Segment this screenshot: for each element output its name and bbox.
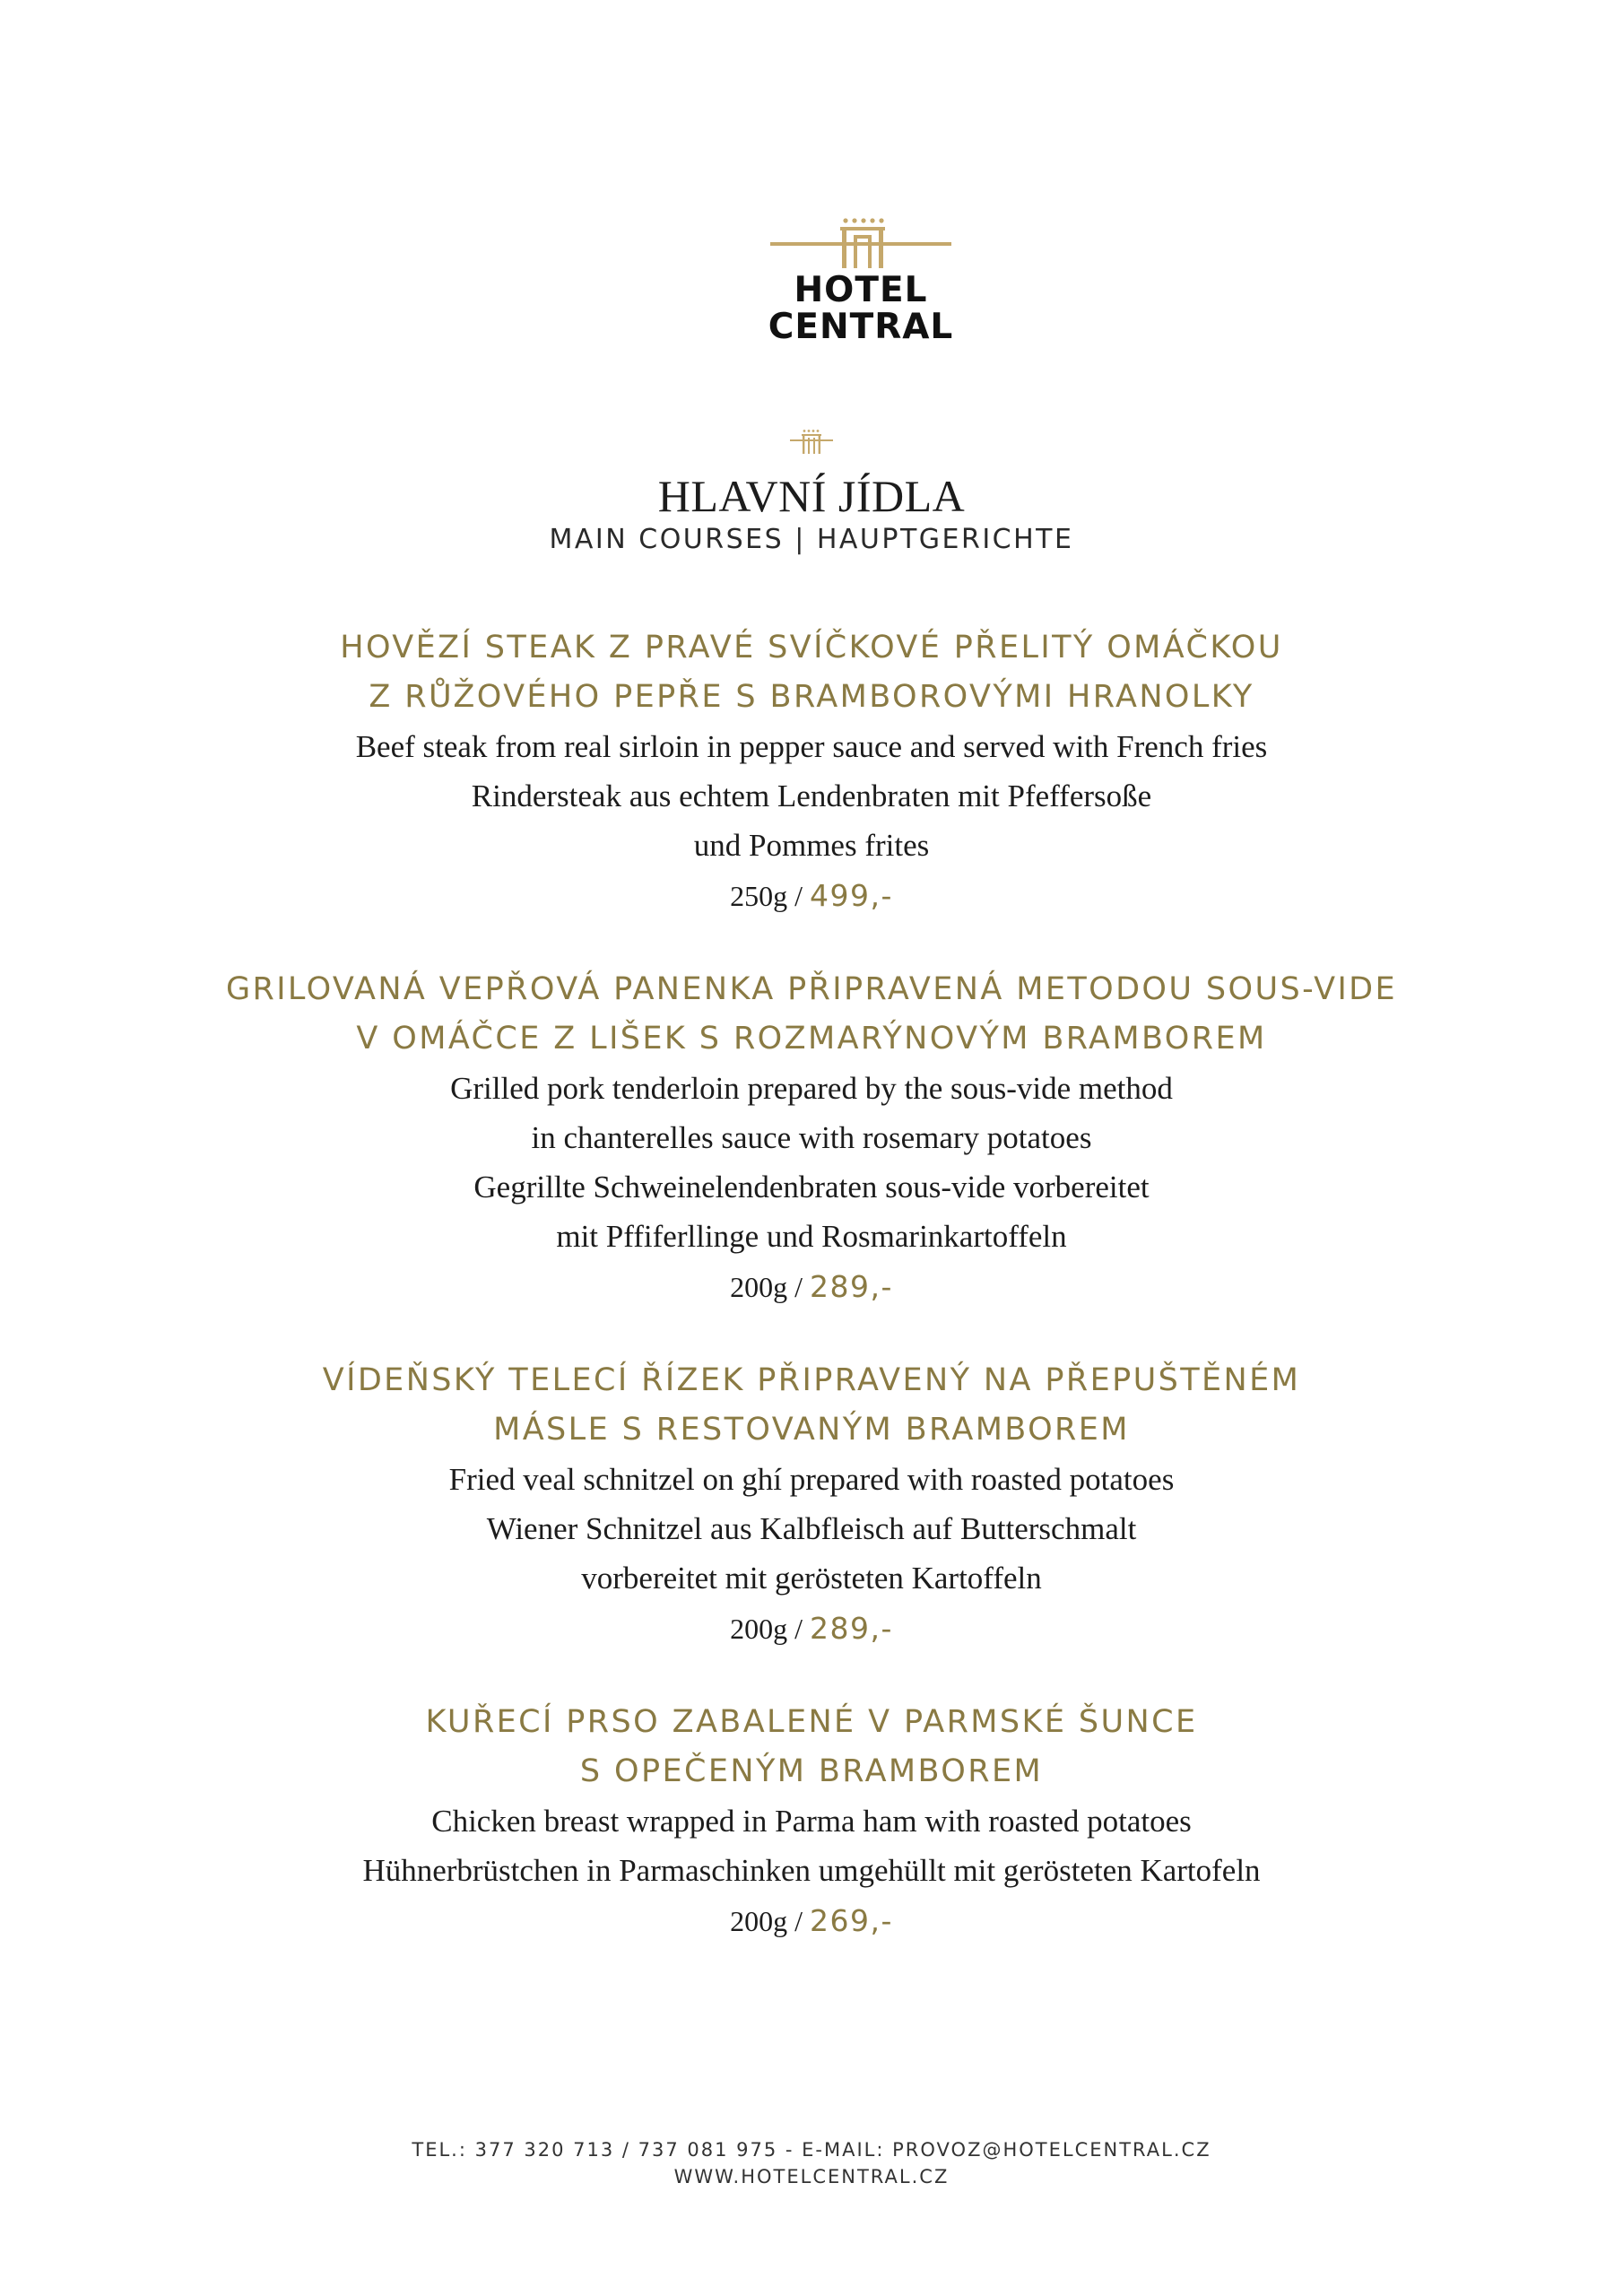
dish-title: KUŘECÍ PRSO ZABALENÉ V PARMSKÉ ŠUNCE [425,1704,1198,1740]
dish-description: Hühnerbrüstchen in Parmaschinken umgehüllt mit gerösteten Kartofeln [362,1853,1261,1888]
menu-dish [0,1698,1623,1947]
page-footer [0,2136,1623,2190]
hotel-emblem-icon [770,215,951,271]
dish-description: Gegrillte Schweinelendenbraten sous-vide vorbereitet [473,1170,1150,1205]
dish-title: Z RŮŽOVÉHO PEPŘE S BRAMBOROVÝMI HRANOLKY [369,679,1254,715]
dish-weight: 200g / [730,1613,803,1645]
dish-price: 499,- [810,878,893,913]
dish-price: 289,- [810,1269,893,1304]
logo-text-hotel: HOTEL [794,270,928,310]
dish-description: und Pommes frites [693,828,930,863]
dish-price-line [0,1603,1623,1655]
dish-weight: 200g / [730,1905,803,1937]
menu-dish [0,965,1623,1313]
dish-price: 269,- [810,1903,893,1938]
dish-description: Rindersteak aus echtem Lendenbraten mit Pfeffersoße [471,778,1152,813]
dish-description: in chanterelles sauce with rosemary potatoes [531,1120,1092,1155]
logo-text-central: CENTRAL [768,307,954,347]
section-header [0,429,1623,556]
dish-title: S OPEČENÝM BRAMBOREM [579,1753,1044,1789]
dish-title: GRILOVANÁ VEPŘOVÁ PANENKA PŘIPRAVENÁ METODOU SOUS-VIDE [225,971,1398,1007]
dish-description: Grilled pork tenderloin prepared by the sous-vide method [450,1071,1173,1106]
hotel-emblem-small-icon [790,429,833,456]
dish-title: V OMÁČCE Z LIŠEK S ROZMARÝNOVÝM BRAMBOREM [356,1021,1267,1057]
dish-price-line [0,870,1623,922]
dish-title: VÍDEŇSKÝ TELECÍ ŘÍZEK PŘIPRAVENÝ NA PŘEPUŠTĚNÉM [322,1362,1301,1398]
dish-price-line [0,1261,1623,1313]
menu-dish [0,623,1623,922]
dish-description: Chicken breast wrapped in Parma ham with roasted potatoes [431,1804,1192,1839]
dish-description: Beef steak from real sirloin in pepper sauce and served with French fries [355,729,1268,764]
menu-dish-list [0,623,1623,1990]
dish-title: MÁSLE S RESTOVANÝM BRAMBOREM [493,1412,1130,1448]
dish-description: Wiener Schnitzel aus Kalbfleisch auf Butterschmalt [486,1511,1137,1546]
dish-weight: 250g / [730,880,803,912]
dish-title: HOVĚZÍ STEAK Z PRAVÉ SVÍČKOVÉ PŘELITÝ OMÁČKOU [340,630,1283,665]
section-title: HLAVNÍ JÍDLA [657,471,966,521]
footer-website-link[interactable]: WWW.HOTELCENTRAL.CZ [673,2166,950,2187]
hotel-logo [767,215,955,347]
footer-contact: TEL.: 377 320 713 / 737 081 975 - E-MAIL: PROVOZ@HOTELCENTRAL.CZ [412,2139,1211,2161]
dish-weight: 200g / [730,1271,803,1303]
dish-description: Fried veal schnitzel on ghí prepared with roasted potatoes [448,1462,1175,1497]
dish-description: mit Pffiferllinge und Rosmarinkartoffeln [556,1219,1067,1254]
section-subtitle: MAIN COURSES | HAUPTGERICHTE [549,524,1074,555]
dish-price: 289,- [810,1611,893,1646]
dish-description: vorbereitet mit gerösteten Kartoffeln [581,1561,1042,1596]
dish-price-line [0,1895,1623,1947]
menu-dish [0,1356,1623,1655]
